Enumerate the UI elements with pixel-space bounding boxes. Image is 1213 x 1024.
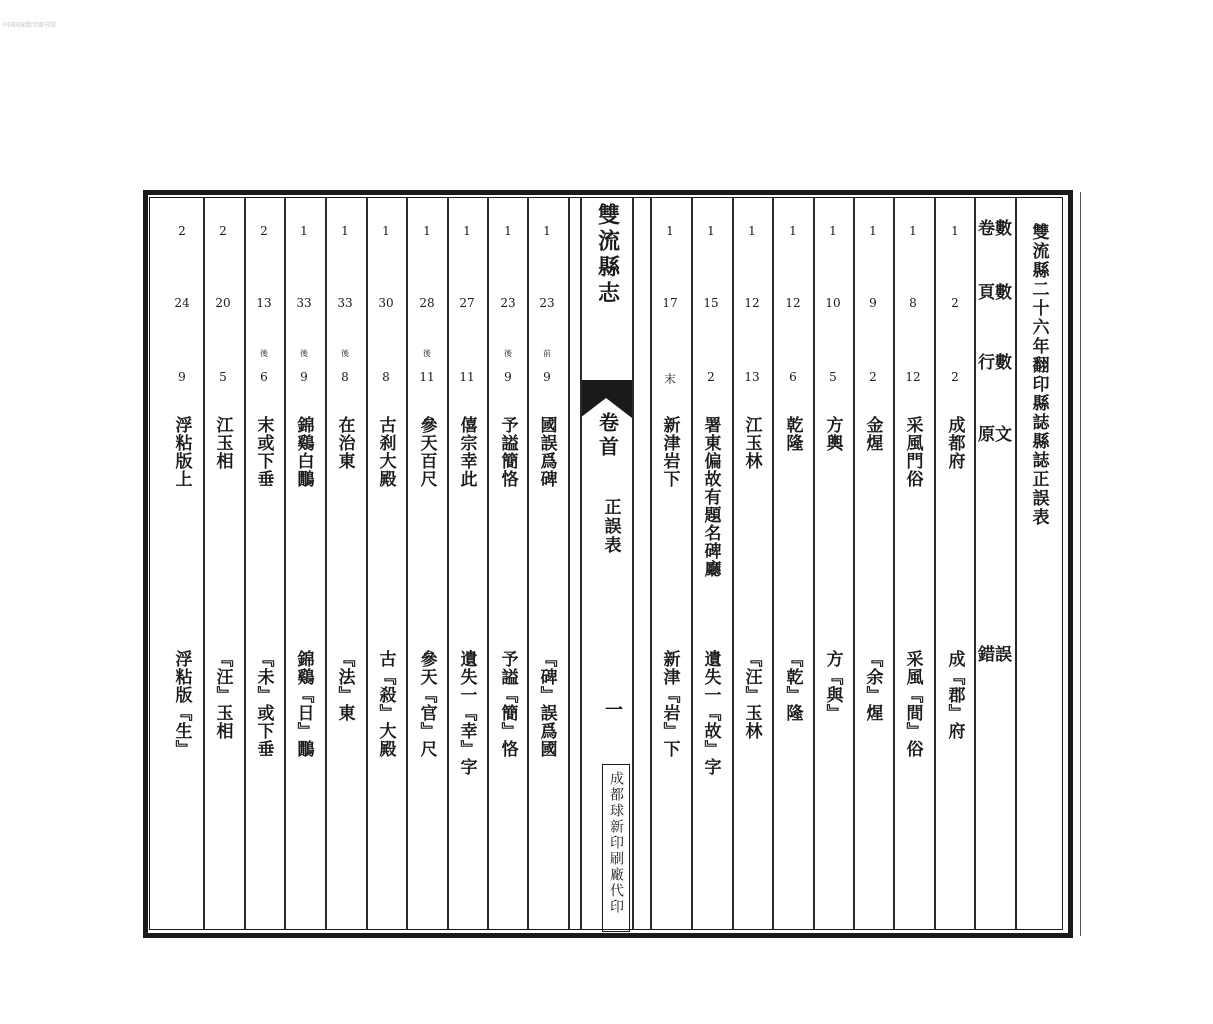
row-volume: 1 — [300, 224, 308, 238]
errata-row — [163, 198, 201, 929]
row-line: 8 — [341, 370, 349, 384]
row-original-text: 方輿 — [822, 416, 843, 452]
column-rule — [366, 198, 368, 929]
column-rule — [650, 198, 652, 929]
row-correction-text: 『余』煋 — [862, 650, 883, 722]
row-line: 11 — [459, 370, 475, 384]
errata-row — [894, 198, 932, 929]
row-page: 13 — [256, 296, 272, 310]
row-line: 11 — [419, 370, 435, 384]
errata-row — [774, 198, 812, 929]
book-title: 雙流縣志 — [594, 203, 621, 307]
row-page: 8 — [909, 296, 917, 310]
row-page: 20 — [215, 296, 231, 310]
column-rule — [527, 198, 529, 929]
row-original-text: 新津岩下 — [659, 416, 680, 488]
row-original-text: 在治東 — [334, 416, 355, 470]
row-line: 末 — [663, 372, 676, 386]
table-title: 雙流縣二十六年翻印縣誌縣誌正誤表 — [1028, 223, 1049, 527]
row-original-text: 金煋 — [862, 416, 883, 452]
row-volume: 1 — [869, 224, 877, 238]
page-edge-line — [1080, 192, 1081, 936]
header-volume: 卷數 — [978, 219, 1012, 239]
library-watermark: 中国国家数字图书馆 — [2, 22, 57, 29]
row-line-annotation: 前 — [543, 349, 551, 358]
row-correction-text: 『法』東 — [334, 650, 355, 722]
row-original-text: 古刹大殿 — [375, 416, 396, 488]
row-page: 17 — [662, 296, 678, 310]
row-page: 30 — [378, 296, 394, 310]
row-correction-text: 遺失一『故』字 — [700, 650, 721, 776]
row-correction-text: 浮粘版『生』 — [171, 650, 192, 758]
errata-row — [285, 198, 323, 929]
row-correction-text: 『乾』隆 — [782, 650, 803, 722]
row-page: 24 — [174, 296, 190, 310]
errata-row — [448, 198, 486, 929]
row-volume: 1 — [504, 224, 512, 238]
column-rule — [893, 198, 895, 929]
row-volume: 1 — [463, 224, 471, 238]
column-rule — [813, 198, 815, 929]
row-original-text: 予謚簡恪 — [497, 416, 518, 488]
errata-row — [367, 198, 405, 929]
row-correction-text: 參天『官』尺 — [416, 650, 437, 758]
row-line: 2 — [951, 370, 959, 384]
row-line: 9 — [178, 370, 186, 384]
row-original-text: 參天百尺 — [416, 416, 437, 488]
row-page: 2 — [951, 296, 959, 310]
row-volume: 1 — [423, 224, 431, 238]
row-line-annotation: 後 — [260, 349, 268, 358]
row-line: 5 — [829, 370, 837, 384]
row-original-text: 僖宗幸此 — [456, 416, 477, 488]
errata-row — [326, 198, 364, 929]
row-line: 9 — [504, 370, 512, 384]
column-rule — [325, 198, 327, 929]
errata-row — [204, 198, 242, 929]
row-original-text: 乾隆 — [782, 416, 803, 452]
column-rule — [244, 198, 246, 929]
row-page: 12 — [744, 296, 760, 310]
row-volume: 1 — [341, 224, 349, 238]
errata-row — [245, 198, 283, 929]
row-correction-text: 『碑』誤爲國 — [536, 650, 557, 758]
spine-rule-right — [632, 198, 634, 929]
errata-row — [489, 198, 527, 929]
column-rule — [974, 198, 976, 929]
row-correction-text: 予謚『簡』恪 — [497, 650, 518, 758]
row-line: 6 — [260, 370, 268, 384]
row-original-text: 江玉林 — [741, 416, 762, 470]
column-rule — [691, 198, 693, 929]
row-volume: 2 — [219, 224, 227, 238]
errata-row — [692, 198, 730, 929]
section-label: 正誤表 — [600, 498, 621, 555]
column-rule — [447, 198, 449, 929]
row-line: 13 — [744, 370, 760, 384]
errata-row — [936, 198, 974, 929]
volume-label: 卷首 — [595, 412, 620, 460]
row-volume: 1 — [748, 224, 756, 238]
column-rule — [853, 198, 855, 929]
row-original-text: 采風門俗 — [902, 416, 923, 488]
header-column — [975, 198, 1015, 929]
row-page: 28 — [419, 296, 435, 310]
page-number: 一 — [602, 700, 623, 718]
errata-row — [854, 198, 892, 929]
row-original-text: 國誤爲碑 — [536, 416, 557, 488]
row-volume: 1 — [543, 224, 551, 238]
row-original-text: 錦鷄白鷳 — [293, 416, 314, 488]
column-rule — [934, 198, 936, 929]
row-volume: 2 — [178, 224, 186, 238]
errata-row — [528, 198, 566, 929]
row-line: 2 — [869, 370, 877, 384]
row-correction-text: 遺失一『幸』字 — [456, 650, 477, 776]
row-correction-text: 古『殺』大殿 — [375, 650, 396, 758]
column-rule — [406, 198, 408, 929]
row-volume: 1 — [382, 224, 390, 238]
row-line-annotation: 後 — [300, 349, 308, 358]
header-page: 頁數 — [978, 283, 1012, 303]
row-line: 12 — [905, 370, 921, 384]
row-line: 8 — [382, 370, 390, 384]
row-page: 15 — [703, 296, 719, 310]
column-rule — [487, 198, 489, 929]
row-original-text: 浮粘版上 — [171, 416, 192, 488]
column-rule — [772, 198, 774, 929]
row-correction-text: 『未』或下垂 — [253, 650, 274, 758]
row-line: 9 — [300, 370, 308, 384]
row-line: 6 — [789, 370, 797, 384]
row-correction-text: 『汪』玉林 — [741, 650, 762, 740]
row-correction-text: 新津『岩』下 — [659, 650, 680, 758]
printer-imprint: 成都球新印刷廠代印 — [602, 764, 630, 932]
errata-row — [733, 198, 771, 929]
row-page: 33 — [296, 296, 312, 310]
column-rule — [1015, 198, 1017, 929]
header-line: 行數 — [978, 353, 1012, 373]
row-page: 10 — [825, 296, 841, 310]
errata-row — [814, 198, 852, 929]
row-volume: 1 — [707, 224, 715, 238]
row-correction-text: 錦鷄『日』鷳 — [293, 650, 314, 758]
column-rule — [568, 198, 570, 929]
row-page: 23 — [500, 296, 516, 310]
row-volume: 1 — [951, 224, 959, 238]
errata-row — [408, 198, 446, 929]
row-page: 12 — [785, 296, 801, 310]
row-line: 2 — [707, 370, 715, 384]
row-page: 27 — [459, 296, 475, 310]
errata-row — [651, 198, 689, 929]
row-original-text: 末或下垂 — [253, 416, 274, 488]
row-volume: 1 — [789, 224, 797, 238]
row-volume: 1 — [829, 224, 837, 238]
header-original: 原文 — [978, 425, 1012, 445]
row-page: 33 — [337, 296, 353, 310]
row-original-text: 署東偏故有題名碑廳 — [700, 416, 721, 578]
row-page: 9 — [869, 296, 877, 310]
table-title-column — [1017, 198, 1061, 929]
column-rule — [203, 198, 205, 929]
column-rule — [732, 198, 734, 929]
header-error: 錯誤 — [978, 645, 1012, 665]
row-line: 5 — [219, 370, 227, 384]
spine-rule-left — [580, 198, 582, 929]
row-page: 23 — [539, 296, 555, 310]
row-correction-text: 采風『間』俗 — [902, 650, 923, 758]
row-correction-text: 『汪』玉相 — [212, 650, 233, 740]
row-line: 9 — [543, 370, 551, 384]
row-original-text: 成都府 — [944, 416, 965, 470]
row-line-annotation: 後 — [423, 349, 431, 358]
row-correction-text: 方『與』 — [822, 650, 843, 722]
row-line-annotation: 後 — [504, 349, 512, 358]
row-correction-text: 成『郡』府 — [944, 650, 965, 740]
row-line-annotation: 後 — [341, 349, 349, 358]
row-volume: 2 — [260, 224, 268, 238]
column-rule — [284, 198, 286, 929]
row-original-text: 江玉相 — [212, 416, 233, 470]
row-volume: 1 — [666, 224, 674, 238]
row-volume: 1 — [909, 224, 917, 238]
